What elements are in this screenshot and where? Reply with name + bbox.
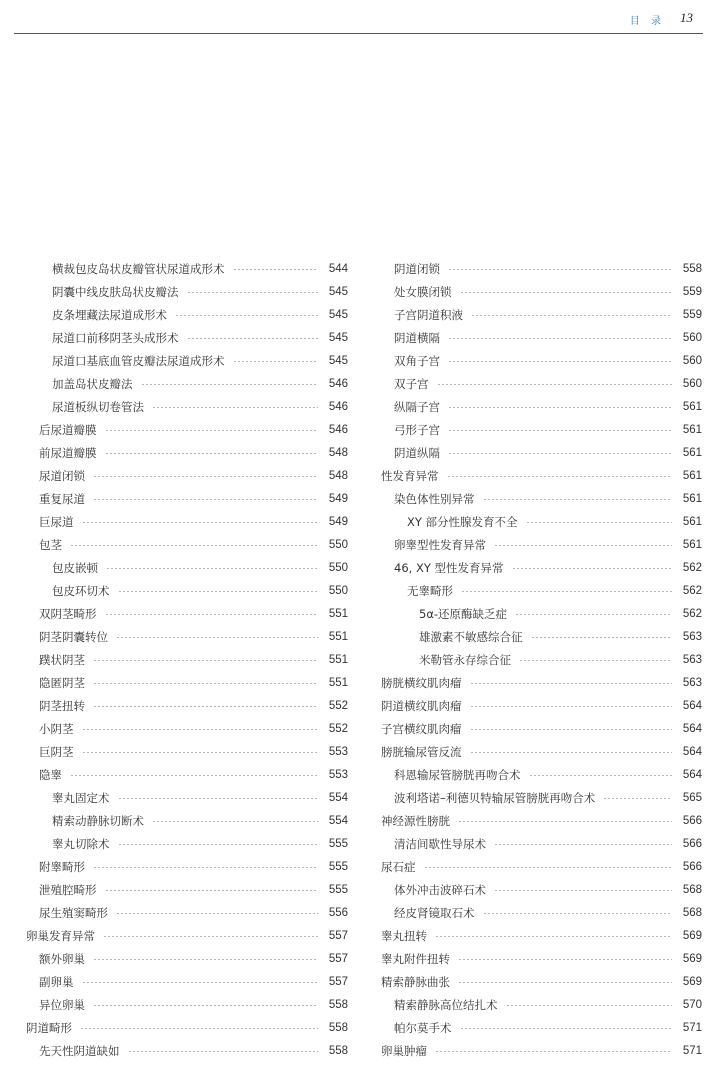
toc-entry[interactable] [26, 257, 348, 280]
toc-entry-page: 566 [682, 837, 702, 850]
dot-leader [233, 269, 319, 270]
toc-entry-title: 睾丸附件扭转 [381, 951, 450, 966]
dot-leader [437, 384, 673, 385]
toc-entry-title: 46, XY 型性发育异常 [394, 560, 504, 575]
toc-entry-title: 隐匿阴茎 [39, 675, 85, 690]
toc-entry-title: 尿石症 [381, 859, 416, 874]
toc-entry-title: 小阴茎 [39, 721, 74, 736]
toc-entry[interactable] [381, 487, 702, 510]
toc-entry-page: 552 [328, 722, 348, 735]
toc-entry[interactable] [381, 1039, 702, 1062]
toc-entry[interactable] [26, 694, 348, 717]
toc-entry[interactable] [381, 878, 702, 901]
header-title: 目 录 [629, 16, 665, 27]
toc-entry-title: 阴囊中线皮肤岛状皮瓣法 [52, 284, 179, 299]
toc-entry-title: 子宫阴道积液 [394, 307, 463, 322]
toc-entry[interactable] [381, 694, 702, 717]
toc-entry-title: 染色体性别异常 [394, 491, 475, 506]
dot-leader [233, 361, 319, 362]
toc-entry[interactable] [381, 970, 702, 993]
toc-entry-title: 卵巢发育异常 [26, 928, 95, 943]
toc-entry[interactable] [381, 464, 702, 487]
toc-entry-page: 545 [328, 308, 348, 321]
toc-entry-title: 卵巢肿瘤 [381, 1043, 427, 1058]
toc-entry-title: 经皮肾镜取石术 [394, 905, 475, 920]
toc-entry[interactable] [26, 418, 348, 441]
toc-entry-page: 559 [682, 285, 702, 298]
toc-entry-page: 569 [682, 952, 702, 965]
toc-entry-title: 体外冲击波碎石术 [394, 882, 486, 897]
toc-entry-page: 553 [328, 745, 348, 758]
toc-entry-title: 处女膜闭锁 [394, 284, 452, 299]
dot-leader [70, 545, 318, 546]
toc-entry-page: 564 [682, 699, 702, 712]
toc-entry[interactable] [381, 855, 702, 878]
toc-entry-page: 561 [682, 400, 702, 413]
toc-entry-title: 隐睾 [39, 767, 62, 782]
toc-entry-title: 纵隔子宫 [394, 399, 440, 414]
toc-entry-title: 尿道口前移阴茎头成形术 [52, 330, 179, 345]
dot-leader [118, 591, 319, 592]
dot-leader [118, 798, 319, 799]
toc-entry-title: 皮条埋藏法尿道成形术 [52, 307, 167, 322]
dot-leader [175, 315, 318, 316]
toc-entry-title: 巨阴茎 [39, 744, 74, 759]
dot-leader [494, 545, 672, 546]
dot-leader [424, 867, 673, 868]
dot-leader [529, 775, 673, 776]
dot-leader [80, 1028, 318, 1029]
toc-entry-title: 睾丸扭转 [381, 928, 427, 943]
toc-entry-page: 566 [682, 814, 702, 827]
toc-entry-page: 570 [682, 998, 702, 1011]
toc-entry[interactable] [26, 947, 348, 970]
dot-leader [603, 798, 672, 799]
toc-entry[interactable] [26, 809, 348, 832]
dot-leader [82, 729, 319, 730]
toc-entry-page: 548 [328, 446, 348, 459]
toc-entry-page: 559 [682, 308, 702, 321]
dot-leader [483, 499, 673, 500]
toc-entry[interactable] [26, 717, 348, 740]
dot-leader [93, 867, 318, 868]
toc-entry[interactable] [381, 257, 702, 280]
toc-entry-page: 560 [682, 331, 702, 344]
toc-entry[interactable] [26, 878, 348, 901]
toc-entry[interactable] [26, 832, 348, 855]
toc-entry-title: 尿道板纵切卷管法 [52, 399, 144, 414]
toc-entry[interactable] [381, 625, 702, 648]
toc-entry-page: 549 [328, 515, 348, 528]
toc-entry[interactable] [381, 717, 702, 740]
toc-entry-page: 548 [328, 469, 348, 482]
toc-entry[interactable] [381, 740, 702, 763]
dot-leader [128, 1051, 319, 1052]
dot-leader [93, 959, 318, 960]
toc-entry-page: 568 [682, 883, 702, 896]
dot-leader [515, 614, 672, 615]
toc-left-column [26, 257, 348, 1062]
toc-entry-page: 557 [328, 952, 348, 965]
toc-entry-title: 尿道口基底血管皮瓣法尿道成形术 [52, 353, 225, 368]
toc-entry-title: 包皮环切术 [52, 583, 110, 598]
toc-entry-title: 包皮嵌顿 [52, 560, 98, 575]
toc-entry-title: 膀胱横纹肌肉瘤 [381, 675, 462, 690]
toc-entry[interactable] [26, 786, 348, 809]
toc-entry-page: 571 [682, 1044, 702, 1057]
toc-entry-page: 564 [682, 745, 702, 758]
dot-leader [483, 913, 673, 914]
toc-entry-title: 重复尿道 [39, 491, 85, 506]
toc-entry-title: 双角子宫 [394, 353, 440, 368]
toc-entry[interactable] [26, 901, 348, 924]
dot-leader [116, 637, 318, 638]
toc-entry[interactable] [381, 993, 702, 1016]
page-number: 13 [680, 10, 693, 25]
toc-entry-page: 558 [682, 262, 702, 275]
toc-entry[interactable] [381, 901, 702, 924]
toc-entry[interactable] [26, 763, 348, 786]
toc-entry-page: 557 [328, 929, 348, 942]
toc-entry-title: 额外卵巢 [39, 951, 85, 966]
toc-entry-title: 尿生殖窦畸形 [39, 905, 108, 920]
toc-entry[interactable] [381, 441, 702, 464]
dot-leader [470, 683, 673, 684]
toc-entry-title: 科恩输尿管膀胱再吻合术 [394, 767, 521, 782]
toc-entry[interactable] [381, 648, 702, 671]
toc-entry-title: XY 部分性腺发育不全 [407, 514, 518, 529]
toc-entry-page: 562 [682, 607, 702, 620]
toc-entry-title: 精索静脉高位结扎术 [394, 997, 498, 1012]
toc-entry-page: 563 [682, 676, 702, 689]
toc-entry-title: 双阴茎畸形 [39, 606, 97, 621]
toc-entry[interactable] [26, 993, 348, 1016]
dot-leader [471, 315, 672, 316]
toc-entry-page: 554 [328, 791, 348, 804]
dot-leader [448, 453, 672, 454]
toc-entry-page: 563 [682, 630, 702, 643]
toc-entry-page: 569 [682, 929, 702, 942]
toc-entry-page: 555 [328, 837, 348, 850]
toc-entry-page: 569 [682, 975, 702, 988]
dot-leader [152, 821, 318, 822]
toc-entry[interactable] [26, 671, 348, 694]
toc-entry-page: 544 [328, 262, 348, 275]
dot-leader [470, 706, 673, 707]
toc-entry-page: 561 [682, 492, 702, 505]
dot-leader [448, 407, 672, 408]
toc-entry-page: 550 [328, 584, 348, 597]
toc-entry-title: 5α-还原酶缺乏症 [419, 606, 508, 621]
toc-entry-page: 563 [682, 653, 702, 666]
dot-leader [494, 844, 672, 845]
toc-entry-title: 阴道闭锁 [394, 261, 440, 276]
toc-entry-title: 子宫横纹肌肉瘤 [381, 721, 462, 736]
toc-entry-title: 横裁包皮岛状皮瓣管状尿道成形术 [52, 261, 225, 276]
toc-entry-page: 562 [682, 584, 702, 597]
toc-entry-page: 560 [682, 354, 702, 367]
toc-entry-title: 先天性阴道缺如 [39, 1043, 120, 1058]
toc-entry[interactable] [26, 326, 348, 349]
toc-entry-page: 546 [328, 423, 348, 436]
toc-entry-title: 雄激素不敏感综合征 [419, 629, 523, 644]
toc-entry-page: 551 [328, 630, 348, 643]
toc-entry-page: 555 [328, 883, 348, 896]
toc-entry-page: 565 [682, 791, 702, 804]
toc-entry-title: 卵睾型性发育异常 [394, 537, 486, 552]
toc-entry-title: 睾丸切除术 [52, 836, 110, 851]
toc-entry-page: 554 [328, 814, 348, 827]
toc-entry-page: 553 [328, 768, 348, 781]
toc-entry-title: 波利塔诺–利德贝特输尿管膀胱再吻合术 [394, 790, 596, 805]
dot-leader [82, 522, 319, 523]
dot-leader [458, 821, 672, 822]
dot-leader [187, 292, 319, 293]
toc-entry-page: 550 [328, 538, 348, 551]
toc-entry-title: 性发育异常 [381, 468, 439, 483]
toc-entry[interactable] [26, 349, 348, 372]
toc-entry-page: 558 [328, 1021, 348, 1034]
dot-leader [458, 959, 672, 960]
toc-entry-title: 阴茎阴囊转位 [39, 629, 108, 644]
toc-entry-title: 异位卵巢 [39, 997, 85, 1012]
dot-leader [448, 361, 672, 362]
toc-entry-page: 561 [682, 515, 702, 528]
dot-leader [93, 499, 318, 500]
toc-entry-page: 568 [682, 906, 702, 919]
toc-entry[interactable] [26, 648, 348, 671]
toc-entry[interactable] [26, 1016, 348, 1039]
toc-entry-title: 阴道纵隔 [394, 445, 440, 460]
toc-entry[interactable] [26, 855, 348, 878]
dot-leader [105, 614, 319, 615]
toc-entry[interactable] [26, 740, 348, 763]
toc-entry-page: 551 [328, 653, 348, 666]
dot-leader [435, 1051, 672, 1052]
toc-entry[interactable] [26, 510, 348, 533]
dot-leader [93, 660, 318, 661]
toc-entry-title: 泄殖腔畸形 [39, 882, 97, 897]
toc-entry-page: 566 [682, 860, 702, 873]
toc-entry-title: 附睾畸形 [39, 859, 85, 874]
toc-entry-title: 神经源性膀胱 [381, 813, 450, 828]
toc-entry-title: 前尿道瓣膜 [39, 445, 97, 460]
toc-entry-title: 双子宫 [394, 376, 429, 391]
toc-entry-page: 561 [682, 446, 702, 459]
toc-entry-page: 561 [682, 423, 702, 436]
toc-entry-title: 蹼状阴茎 [39, 652, 85, 667]
toc-entry[interactable] [381, 395, 702, 418]
toc-entry-page: 560 [682, 377, 702, 390]
toc-entry-page: 545 [328, 331, 348, 344]
toc-entry-page: 564 [682, 768, 702, 781]
toc-entry-title: 清洁间歇性导尿术 [394, 836, 486, 851]
toc-entry[interactable] [381, 924, 702, 947]
toc-entry-page: 558 [328, 998, 348, 1011]
dot-leader [141, 384, 319, 385]
toc-entry[interactable] [26, 1039, 348, 1062]
toc-entry[interactable] [381, 303, 702, 326]
toc-entry-title: 膀胱输尿管反流 [381, 744, 462, 759]
toc-entry[interactable] [26, 579, 348, 602]
toc-entry[interactable] [26, 464, 348, 487]
toc-entry[interactable] [26, 372, 348, 395]
toc-entry[interactable] [381, 947, 702, 970]
toc-entry-title: 巨尿道 [39, 514, 74, 529]
dot-leader [93, 476, 318, 477]
toc-entry[interactable] [26, 303, 348, 326]
toc-entry-page: 562 [682, 561, 702, 574]
toc-entry-title: 睾丸固定术 [52, 790, 110, 805]
toc-entry-title: 阴道横隔 [394, 330, 440, 345]
toc-right-column [381, 257, 702, 1062]
toc-entry-page: 561 [682, 538, 702, 551]
dot-leader [105, 890, 319, 891]
toc-entry-page: 546 [328, 400, 348, 413]
dot-leader [470, 729, 673, 730]
dot-leader [461, 591, 672, 592]
toc-entry-title: 副卵巢 [39, 974, 74, 989]
toc-entry-page: 545 [328, 354, 348, 367]
toc-entry[interactable] [381, 349, 702, 372]
dot-leader [519, 660, 672, 661]
toc-entry[interactable] [381, 809, 702, 832]
dot-leader [106, 568, 318, 569]
toc-entry[interactable] [26, 556, 348, 579]
toc-entry[interactable] [381, 763, 702, 786]
dot-leader [93, 683, 318, 684]
toc-entry[interactable] [381, 832, 702, 855]
toc-entry-page: 546 [328, 377, 348, 390]
toc-entry-title: 后尿道瓣膜 [39, 422, 97, 437]
toc-entry[interactable] [381, 671, 702, 694]
toc-entry[interactable] [26, 487, 348, 510]
toc-entry[interactable] [26, 602, 348, 625]
dot-leader [447, 476, 673, 477]
dot-leader [82, 752, 319, 753]
toc-entry-page: 561 [682, 469, 702, 482]
toc-entry-title: 包茎 [39, 537, 62, 552]
toc-entry-page: 551 [328, 676, 348, 689]
toc-entry[interactable] [26, 533, 348, 556]
toc-entry-title: 精索动静脉切断术 [52, 813, 144, 828]
toc-entry[interactable] [381, 418, 702, 441]
toc-entry[interactable] [381, 786, 702, 809]
dot-leader [448, 338, 672, 339]
dot-leader [448, 269, 672, 270]
dot-leader [506, 1005, 673, 1006]
toc-entry-title: 帕尔莫手术 [394, 1020, 452, 1035]
dot-leader [105, 453, 319, 454]
toc-entry[interactable] [26, 395, 348, 418]
dot-leader [512, 568, 672, 569]
toc-entry-page: 556 [328, 906, 348, 919]
dot-leader [116, 913, 318, 914]
toc-entry-page: 545 [328, 285, 348, 298]
toc-entry[interactable] [381, 533, 702, 556]
toc-entry[interactable] [381, 1016, 702, 1039]
dot-leader [458, 982, 672, 983]
toc-entry-page: 551 [328, 607, 348, 620]
dot-leader [531, 637, 673, 638]
dot-leader [93, 706, 318, 707]
toc-entry[interactable] [381, 372, 702, 395]
toc-entry-page: 564 [682, 722, 702, 735]
dot-leader [448, 430, 672, 431]
toc-entry-page: 557 [328, 975, 348, 988]
toc-entry-title: 米勒管永存综合征 [419, 652, 511, 667]
toc-entry-title: 尿道闭锁 [39, 468, 85, 483]
dot-leader [70, 775, 318, 776]
dot-leader [470, 752, 673, 753]
toc-entry[interactable] [381, 602, 702, 625]
toc-entry-title: 精索静脉曲张 [381, 974, 450, 989]
toc-entry-page: 549 [328, 492, 348, 505]
toc-entry-title: 加盖岛状皮瓣法 [52, 376, 133, 391]
dot-leader [105, 430, 319, 431]
dot-leader [187, 338, 319, 339]
toc-entry[interactable] [381, 579, 702, 602]
toc-entry-page: 550 [328, 561, 348, 574]
toc-entry-page: 558 [328, 1044, 348, 1057]
dot-leader [118, 844, 319, 845]
toc-entry[interactable] [26, 441, 348, 464]
dot-leader [460, 1028, 673, 1029]
dot-leader [494, 890, 672, 891]
toc-entry-title: 无睾畸形 [407, 583, 453, 598]
dot-leader [460, 292, 673, 293]
dot-leader [526, 522, 672, 523]
toc-entry[interactable] [381, 510, 702, 533]
toc-entry[interactable] [26, 280, 348, 303]
toc-entry[interactable] [26, 625, 348, 648]
toc-entry-title: 阴道横纹肌肉瘤 [381, 698, 462, 713]
toc-entry[interactable] [381, 556, 702, 579]
toc-entry[interactable] [381, 326, 702, 349]
toc-entry-title: 阴茎扭转 [39, 698, 85, 713]
toc-entry-page: 555 [328, 860, 348, 873]
toc-entry[interactable] [26, 970, 348, 993]
dot-leader [103, 936, 318, 937]
page-header [14, 8, 703, 34]
dot-leader [152, 407, 318, 408]
toc-entry-page: 571 [682, 1021, 702, 1034]
dot-leader [82, 982, 319, 983]
dot-leader [93, 1005, 318, 1006]
toc-entry-title: 弓形子宫 [394, 422, 440, 437]
dot-leader [435, 936, 672, 937]
toc-entry[interactable] [26, 924, 348, 947]
toc-entry[interactable] [381, 280, 702, 303]
toc-entry-page: 552 [328, 699, 348, 712]
toc-entry-title: 阴道畸形 [26, 1020, 72, 1035]
